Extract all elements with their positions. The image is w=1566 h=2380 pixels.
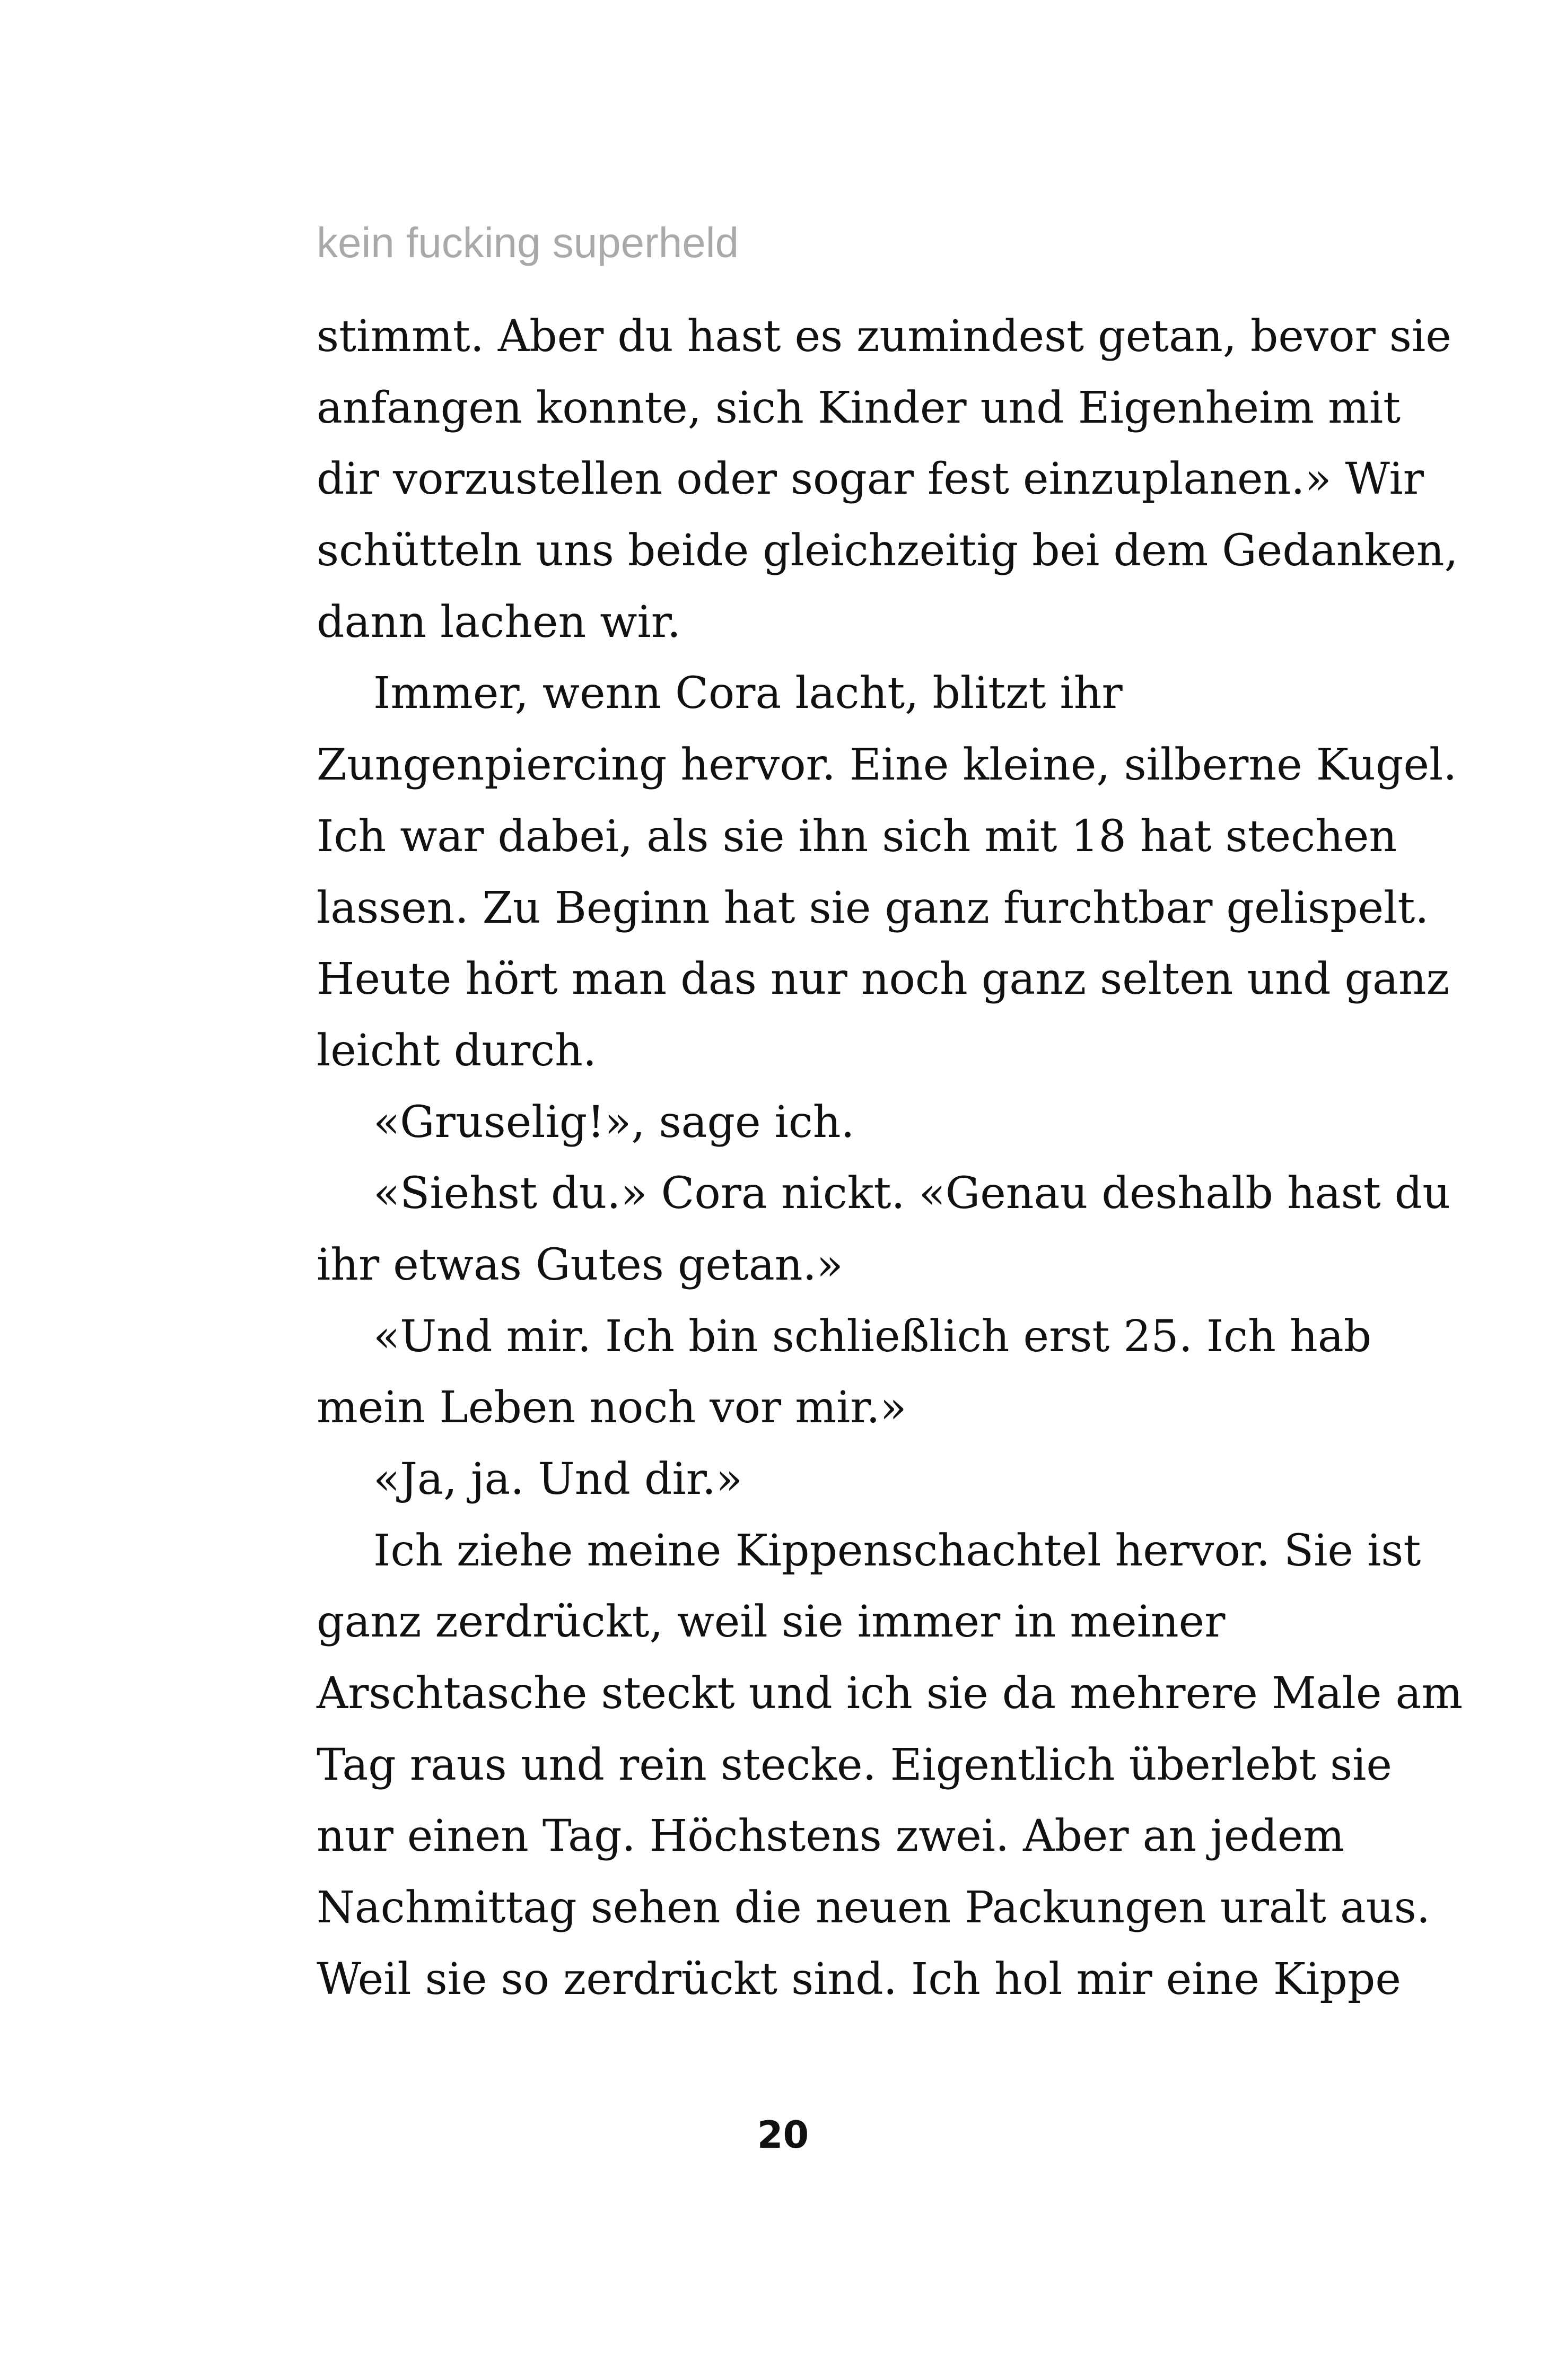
text-line: nur einen Tag. Höchstens zwei. Aber an jedem	[317, 1811, 1345, 1862]
text-line: Immer, wenn Cora lacht, blitzt ihr	[373, 668, 1123, 719]
text-line: mein Leben noch vor mir.»	[317, 1382, 907, 1433]
page-number: 20	[757, 2113, 809, 2157]
text-line: lassen. Zu Beginn hat sie ganz furchtbar gelispelt.	[317, 882, 1429, 933]
text-line: leicht durch.	[317, 1025, 597, 1076]
text-line: schütteln uns beide gleichzeitig bei dem Gedanken,	[317, 526, 1458, 576]
text-line: «Siehst du.» Cora nickt. «Genau deshalb hast du	[373, 1168, 1451, 1219]
text-line: «Gruselig!», sage ich.	[373, 1097, 855, 1148]
text-line: Weil sie so zerdrückt sind. Ich hol mir eine Kippe	[317, 1954, 1401, 2005]
text-line: Arschtasche steckt und ich sie da mehrere Male am	[317, 1668, 1463, 1719]
text-line: dir vorzustellen oder sogar fest einzuplanen.» Wir	[317, 454, 1424, 505]
text-line: Ich war dabei, als sie ihn sich mit 18 hat stechen	[317, 811, 1397, 862]
text-line: ihr etwas Gutes getan.»	[317, 1239, 843, 1290]
body-text	[317, 301, 1463, 2016]
text-line: «Und mir. Ich bin schließlich erst 25. Ich hab	[373, 1311, 1372, 1362]
text-line: Zungenpiercing hervor. Eine kleine, silberne Kugel.	[317, 740, 1457, 791]
text-line: «Ja, ja. Und dir.»	[373, 1454, 743, 1504]
text-line: Heute hört man das nur noch ganz selten und ganz	[317, 954, 1449, 1005]
text-line: dann lachen wir.	[317, 597, 681, 648]
text-line: Ich ziehe meine Kippenschachtel hervor. Sie ist	[373, 1525, 1421, 1576]
text-line: ganz zerdrückt, weil sie immer in meiner	[317, 1597, 1226, 1648]
running-head: kein fucking superheld	[317, 219, 739, 266]
text-line: stimmt. Aber du hast es zumindest getan, bevor sie	[317, 311, 1451, 362]
text-line: Tag raus und rein stecke. Eigentlich überlebt sie	[317, 1739, 1392, 1790]
text-line: anfangen konnte, sich Kinder und Eigenheim mit	[317, 382, 1401, 433]
text-line: Nachmittag sehen die neuen Packungen uralt aus.	[317, 1883, 1430, 1933]
